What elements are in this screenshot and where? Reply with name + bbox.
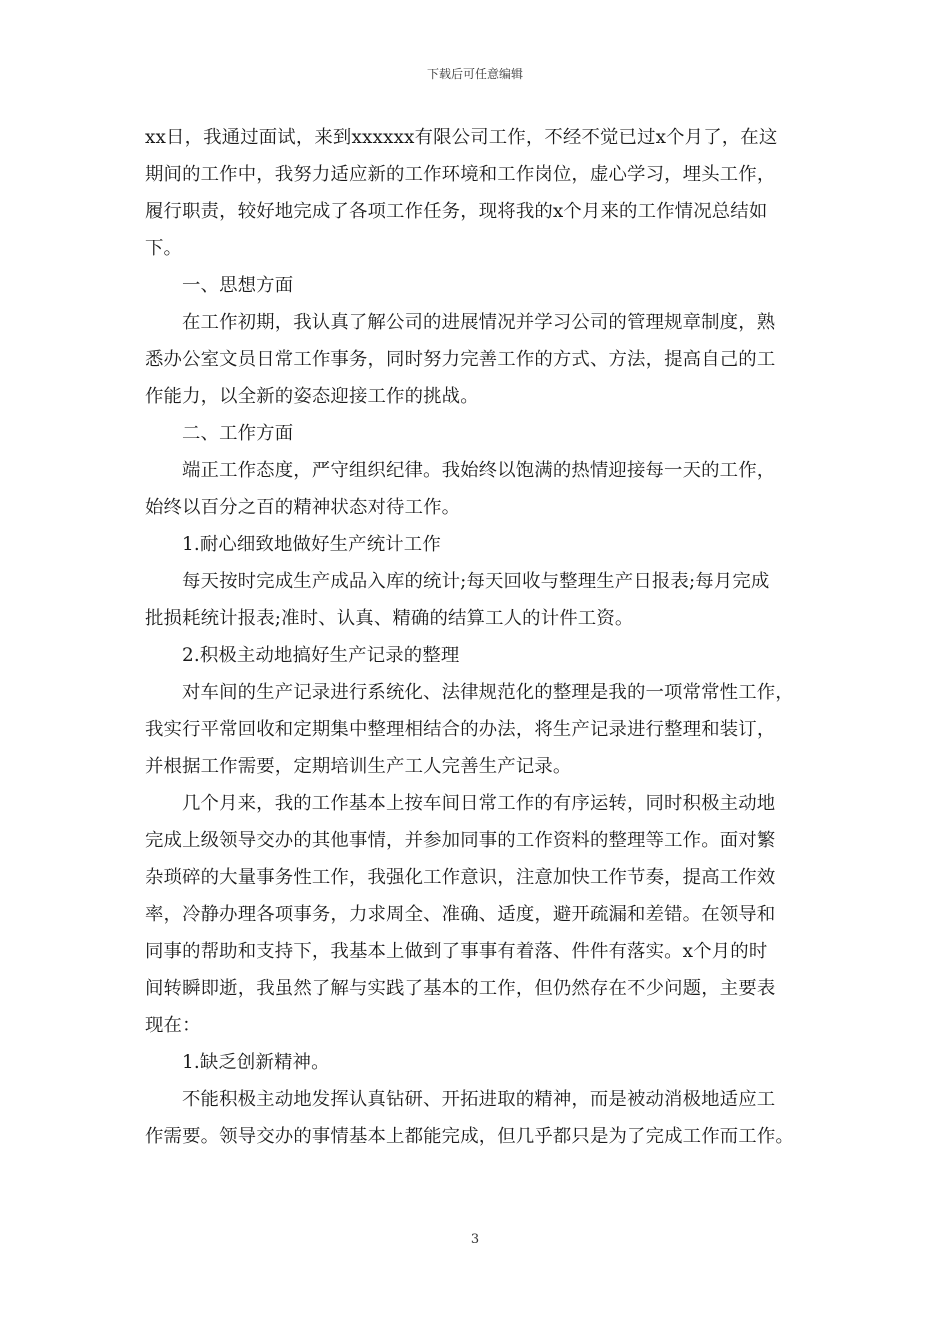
paragraph xyxy=(145,304,825,415)
paragraph xyxy=(145,452,825,526)
paragraph xyxy=(145,415,825,452)
text-line: 批损耗统计报表;准时、认真、精确的结算工人的计件工资。 xyxy=(145,608,634,629)
text-line: 同事的帮助和支持下，我基本上做到了事事有着落、件件有落实。x个月的时 xyxy=(145,941,768,962)
text-line: 端正工作态度，严守组织纪律。我始终以饱满的热情迎接每一天的工作， xyxy=(182,460,776,481)
text-line: 一、思想方面 xyxy=(182,275,294,296)
paragraph xyxy=(145,1044,825,1081)
text-line: 间转瞬即逝，我虽然了解与实践了基本的工作，但仍然存在不少问题，主要表 xyxy=(145,978,776,999)
text-line: 每天按时完成生产成品入库的统计;每天回收与整理生产日报表;每月完成 xyxy=(182,571,770,592)
text-line: 并根据工作需要，定期培训生产工人完善生产记录。 xyxy=(145,756,572,777)
paragraph xyxy=(145,267,825,304)
text-line: 杂琐碎的大量事务性工作，我强化工作意识，注意加快工作节奏，提高工作效 xyxy=(145,867,776,888)
text-line: xx日，我通过面试，来到xxxxxx有限公司工作，不经不觉已过x个月了，在这 xyxy=(145,127,778,148)
page-header-note: 下载后可任意编辑 xyxy=(426,67,523,81)
document-body xyxy=(145,119,825,1155)
text-line: 期间的工作中，我努力适应新的工作环境和工作岗位，虚心学习，埋头工作， xyxy=(145,164,776,185)
text-line: 二、工作方面 xyxy=(182,423,294,444)
paragraph xyxy=(145,1081,825,1155)
text-line: 1.耐心细致地做好生产统计工作 xyxy=(182,534,441,555)
text-line: 2.积极主动地搞好生产记录的整理 xyxy=(182,645,460,666)
text-line: 作能力，以全新的姿态迎接工作的挑战。 xyxy=(145,386,479,407)
text-line: 始终以百分之百的精神状态对待工作。 xyxy=(145,497,461,518)
paragraph xyxy=(145,674,825,785)
text-line: 1.缺乏创新精神。 xyxy=(182,1052,330,1073)
text-line: 几个月来，我的工作基本上按车间日常工作的有序运转，同时积极主动地 xyxy=(182,793,776,814)
text-line: 率，冷静办理各项事务，力求周全、准确、适度，避开疏漏和差错。在领导和 xyxy=(145,904,776,925)
page-number: 3 xyxy=(470,1232,480,1247)
paragraph xyxy=(145,563,825,637)
paragraph xyxy=(145,119,825,267)
text-line: 履行职责，较好地完成了各项工作任务，现将我的x个月来的工作情况总结如 xyxy=(145,201,768,222)
paragraph xyxy=(145,526,825,563)
text-line: 在工作初期，我认真了解公司的进展情况并学习公司的管理规章制度，熟 xyxy=(182,312,776,333)
text-line: 对车间的生产记录进行系统化、法律规范化的整理是我的一项常常性工作， xyxy=(182,682,794,703)
paragraph xyxy=(145,637,825,674)
text-line: 悉办公室文员日常工作事务，同时努力完善工作的方式、方法，提高自己的工 xyxy=(145,349,776,370)
paragraph xyxy=(145,785,825,1044)
text-line: 完成上级领导交办的其他事情，并参加同事的工作资料的整理等工作。面对繁 xyxy=(145,830,776,851)
text-line: 下。 xyxy=(145,238,183,259)
text-line: 作需要。领导交办的事情基本上都能完成，但几乎都只是为了完成工作而工作。 xyxy=(145,1126,794,1147)
text-line: 我实行平常回收和定期集中整理相结合的办法，将生产记录进行整理和装订， xyxy=(145,719,776,740)
text-line: 现在： xyxy=(145,1015,201,1036)
text-line: 不能积极主动地发挥认真钻研、开拓进取的精神，而是被动消极地适应工 xyxy=(182,1089,776,1110)
